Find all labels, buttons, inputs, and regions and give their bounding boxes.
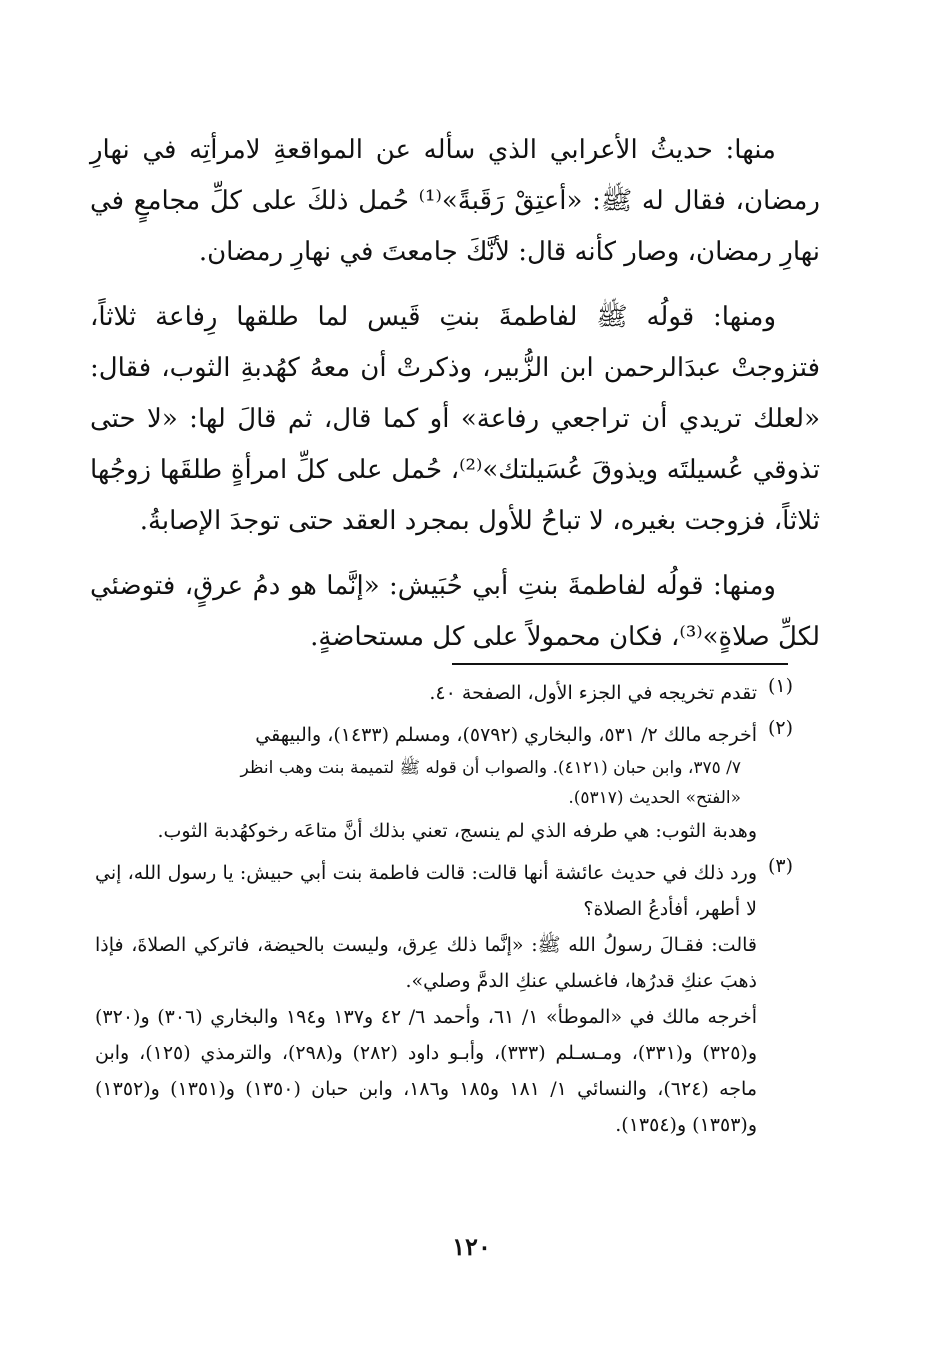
footnote-text: أخرجه مالك ٢/ ٥٣١، والبخاري (٥٧٩٢)، ومسلم (١٤٣٣)، والبيهقي bbox=[255, 724, 757, 746]
footnote-3 bbox=[95, 855, 793, 1143]
footnote-separator bbox=[452, 663, 788, 665]
footnote-text: وهدبة الثوب: هي طرفه الذي لم ينسج، تعني بذلك أنَّ متاعَه رخوكهُدبة الثوب. bbox=[157, 820, 757, 842]
footnote-text: ورد ذلك في حديث عائشة أنها قالت: قالت فاطمة بنت أبي حبيش: يا رسول الله، إني لا أطهر، أفأدعُ الصلاة؟ bbox=[95, 862, 757, 920]
footnote-2 bbox=[95, 717, 793, 849]
main-text bbox=[90, 125, 820, 677]
footnote-continuation: ٧/ ٣٧٥، وابن حبان (٤١٢١). والصواب أن قوله ﷺ لتميمة بنت وهب انظر bbox=[240, 758, 741, 778]
footnote-1 bbox=[95, 675, 793, 711]
footnote-number: (٢) bbox=[767, 717, 793, 739]
footnote-text: قالت: فقـالَ رسولُ الله ﷺ: «إنَّما ذلك عِرق، وليست بالحيضة، فاتركي الصلاةَ، فإذا ذهبَ عنكِ قدرُها، فاغسلي عنكِ الدمَّ وصلي». bbox=[95, 934, 757, 992]
page-number: ١٢٠ bbox=[452, 1232, 491, 1261]
paragraph: ومنها: قولُه ﷺ لفاطمةَ بنتِ قَيس لما طلقها رِفاعة ثلاثاً، فتزوجتْ عبدَالرحمن ابن الزُّبير، وذكرتْ أن معهُ كهُدبةِ الثوب، فقال: «لعلك تريدي أن تراجعي رفاعة» أو كما قال، ثم قالَ لها: «لا حتى تذوقي عُسيلتَه ويذوقَ عُسَيلتك»⁽²⁾، حُمل على كلِّ امرأةٍ طلقَها زوجُها ثلاثاً، فزوجت بغيره، لا تباحُ للأول بمجرد العقد حتى توجدَ الإصابةُ. bbox=[90, 302, 820, 536]
paragraph: ومنها: قولُه لفاطمةَ بنتِ أبي حُبَيش: «إنَّما هو دمُ عرقٍ، فتوضئي لكلِّ صلاةٍ»⁽³⁾، فكان محمولاً على كل مستحاضةٍ. bbox=[90, 571, 820, 652]
footnote-number: (١) bbox=[767, 675, 793, 697]
footnote-text: أخرجه مالك في «الموطأ» ١/ ٦١، وأحمد ٦/ ٤٢ و١٣٧ و١٩٤ والبخاري (٣٠٦) و(٣٢٠) و(٣٢٥) و(٣٣١)، ومـسـلم (٣٣٣)، وأبـو داود (٢٨٢) و(٢٩٨)، والترمذي (١٢٥)، وابن ماجه (٦٢٤)، والنسائي ١/ ١٨١ و١٨٥ و١٨٦، وابن حبان (١٣٥٠) و(١٣٥١) و(١٣٥٢) و(١٣٥٣) و(١٣٥٤). bbox=[95, 1006, 757, 1136]
paragraph: منها: حديثُ الأعرابي الذي سأله عن المواقعةِ لامرأتِه في نهارِ رمضان، فقال له ﷺ: «أعتِقْ رَقَبةً»⁽¹⁾ حُمل ذلكَ على كلِّ مجامعٍ في نهارِ رمضان، وصار كأنه قال: لأنَّكَ جامعتَ في نهارِ رمضان. bbox=[90, 135, 820, 267]
footnote-number: (٣) bbox=[767, 855, 793, 877]
footnote-text: تقدم تخريجه في الجزء الأول، الصفحة ٤٠. bbox=[429, 682, 757, 704]
footnote-continuation: «الفتح» الحديث (٥٣١٧). bbox=[568, 788, 741, 808]
footnotes bbox=[95, 675, 793, 1149]
